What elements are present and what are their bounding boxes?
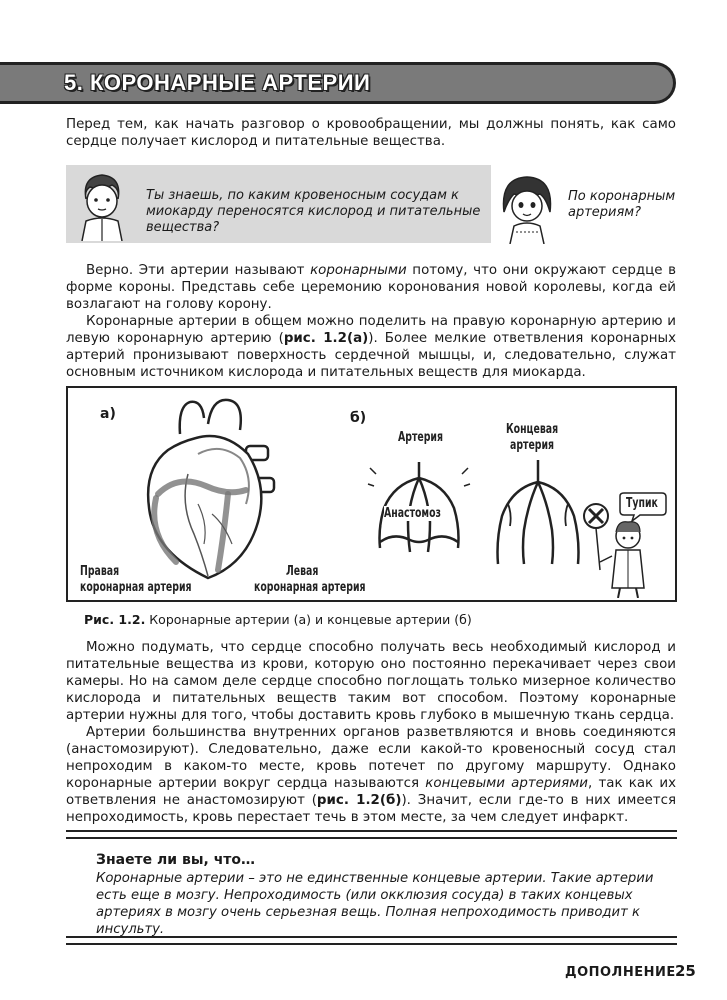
girl-character-icon (496, 172, 558, 244)
caption-label: Рис. 1.2. (84, 612, 146, 627)
label-right-artery-line1: Правая (80, 564, 120, 579)
paragraph2-text-a: Коронарные артерии в общем можно поделить на правую коронарную артерию и левую коронарную артерию ( (66, 314, 676, 346)
paragraph-end-arteries (66, 724, 676, 826)
intro-paragraph: Перед тем, как начать разговор о кровообращении, мы должны понять, как само сердце получает кислород и питательные вещества. (66, 117, 676, 149)
dialog-answer: По коронарным артериям? (568, 189, 676, 220)
section-title: 5. КОРОНАРНЫЕ АРТЕРИИ (64, 70, 371, 95)
section-header-bar (0, 62, 676, 104)
paragraph-coronary-division (66, 313, 676, 381)
paragraph-coronary-name (66, 262, 676, 313)
fact-top-rule (66, 830, 677, 839)
paragraph2-figure-ref: рис. 1.2(а) (283, 331, 369, 346)
label-right-artery-line2: коронарная артерия (80, 580, 192, 595)
page-number: 25 (675, 962, 696, 980)
label-left-artery-line1: Левая (286, 564, 319, 579)
label-left-artery-line2: коронарная артерия (254, 580, 366, 595)
fact-bottom-rule (66, 936, 677, 945)
paragraph-heart-supply: Можно подумать, что сердце способно получать весь необходимый кислород и питательные вещества из крови, которую оно постоянно перекачивает через свои камеры. Но на самом деле сердце способно поглощать только мизерное количество кислорода и питательных веществ таким вот способом. Поэтому коронарные артерии нужны для того, чтобы доставить кровь глубоко в мышечную ткань сердца. (66, 640, 676, 723)
paragraph1-emphasis: коронарными (310, 263, 407, 278)
paragraph2-text-b: ). Более мелкие ответвления коронарных артерий пронизывают поверхность сердечной мышцы, и, следовательно, служат основным источником кислорода и питательных веществ для миокарда. (66, 331, 677, 380)
paragraph4-text-a: Артерии большинства внутренних органов разветвляются и вновь соединяются (анастомозируют). Следовательно, даже если какой-то кровеносный сосуд стал непроходим в каком-то месте, кровь потечет по другому маршруту. Однако коронарные артерии вокруг сердца называются (66, 725, 676, 791)
label-artery: Артерия (398, 430, 443, 445)
footer-section-label: ДОПОЛНЕНИЕ (565, 965, 676, 980)
paragraph4-figure-ref: рис. 1.2(б) (316, 793, 402, 808)
dialog-question: Ты знаешь, по каким кровеносным сосудам к миокарду переносятся кислород и питательные вещества? (146, 188, 481, 235)
figure-caption (84, 612, 472, 627)
caption-text: Коронарные артерии (а) и концевые артерии (б) (145, 612, 472, 627)
fact-body: Коронарные артерии – это не единственные концевые артерии. Такие артерии есть еще в мозгу. Непроходимость (или окклюзия сосуда) в таких концевых артериях в мозгу очень серьезная вещь. Полная непроходимость приводит к инсульту. (96, 871, 654, 937)
figure-label-a: а) (100, 406, 116, 422)
heart-illustration (128, 394, 298, 584)
label-anastomosis: Анастомоз (384, 506, 441, 521)
label-dead-end: Тупик (626, 496, 658, 511)
end-artery-illustration (488, 460, 588, 570)
label-end-artery-line2: артерия (510, 438, 555, 453)
figure-label-b: б) (350, 410, 367, 426)
figure-box (66, 386, 677, 602)
doctor-character-icon (72, 169, 132, 241)
label-end-artery-line1: Концевая (506, 422, 559, 437)
paragraph1-text-a: Верно. Эти артерии называют (86, 263, 311, 278)
paragraph4-text-b: , так как их ответвления не анастомозируют ( (66, 776, 676, 808)
fact-title: Знаете ли вы, что… (96, 852, 256, 868)
paragraph4-text-c: ). Значит, если где-то в них имеется непроходимость, кровь перестает течь в этом месте, за чем следует инфаркт. (66, 793, 677, 825)
paragraph4-emphasis: концевыми артериями (425, 776, 588, 791)
dialog-box (66, 165, 491, 243)
paragraph1-text-b: потому, что они окружают сердце в форме короны. Представь себе церемонию коронования новой королевы, когда ей возлагают на голову корону. (66, 263, 677, 312)
